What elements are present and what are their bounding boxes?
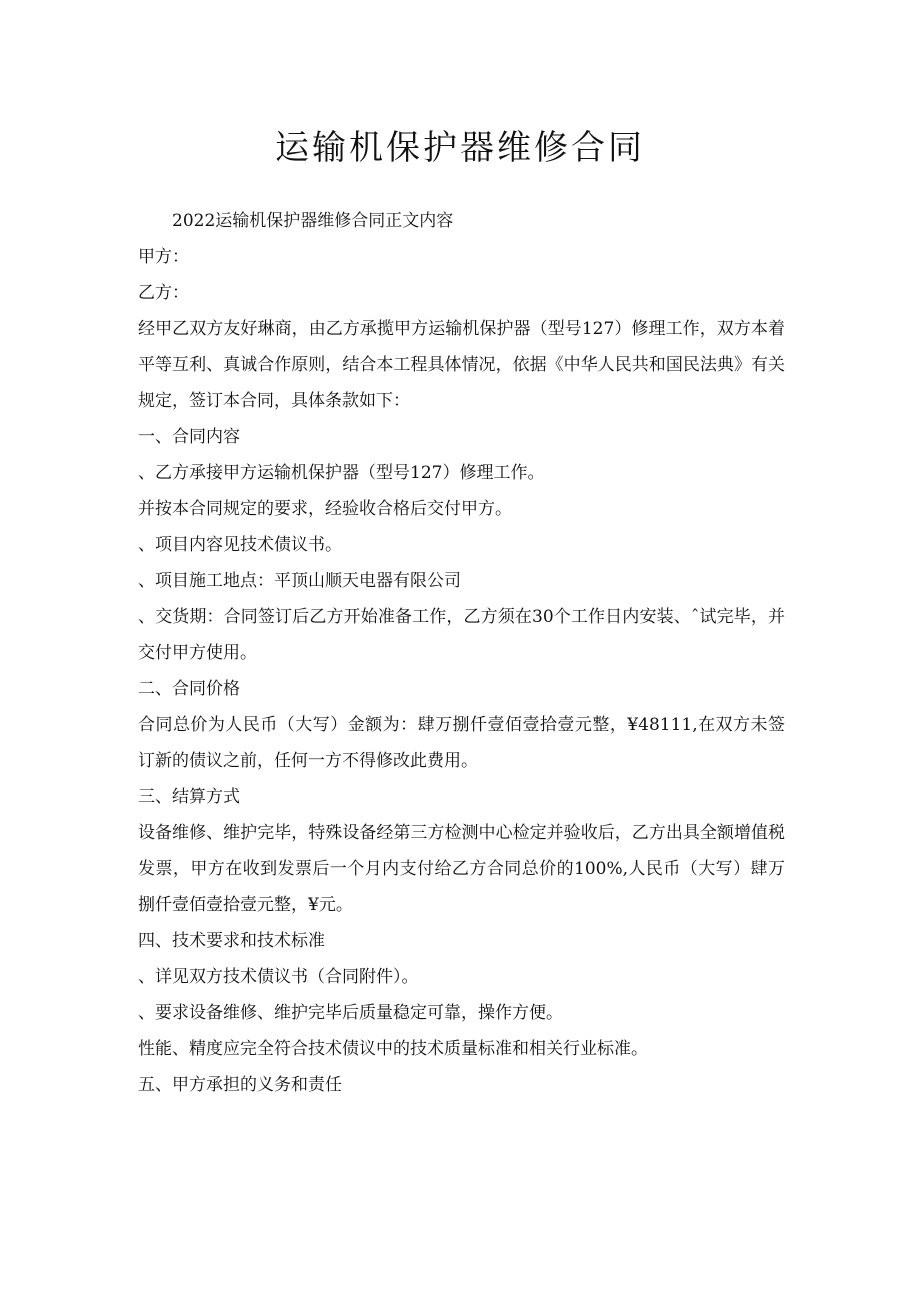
document-subtitle: 2022运输机保护器维修合同正文内容: [172, 211, 454, 231]
section-heading-contract-price: 二、合同价格: [138, 679, 240, 699]
section-heading-party-a-obligations: 五、甲方承担的义务和责任: [138, 1075, 342, 1095]
section-heading-settlement: 三、结算方式: [138, 787, 240, 807]
clause-repair-work: 、乙方承接甲方运输机保护器（型号127）修理工作。: [138, 463, 545, 483]
party-a-label: 甲方：: [138, 247, 189, 267]
clause-delivery-period: 、交货期：合同签订后乙方开始准备工作，乙方须在30个工作日内安装、ˆ试完毕，并交付甲方使用。: [138, 607, 785, 663]
clause-quality-requirement: 、要求设备维修、维护完毕后质量稳定可靠，操作方便。: [138, 1003, 563, 1023]
clause-work-location: 、项目施工地点：平顶山顺天电器有限公司: [138, 571, 461, 591]
clause-settlement-method: 设备维修、维护完毕，特殊设备经第三方检测中心检定并验收后，乙方出具全额增值税发票，甲方在收到发票后一个月内支付给乙方合同总价的100%,人民币（大写）肆万捌仟壹佰壹拾壹元整，¥元。: [138, 823, 785, 915]
section-heading-technical-requirements: 四、技术要求和技术标准: [138, 931, 325, 951]
clause-project-content: 、项目内容见技术债议书。: [138, 535, 342, 555]
clause-technical-agreement: 、详见双方技术债议书（合同附件）。: [138, 967, 419, 987]
document-title: 运输机保护器维修合同: [275, 128, 645, 168]
intro-paragraph: 经甲乙双方友好琳商，由乙方承揽甲方运输机保护器（型号127）修理工作，双方本着平等互利、真诚合作原则，结合本工程具体情况，依据《中华人民共和国民法典》有关规定，签订本合同，具体条款如下：: [138, 319, 785, 411]
section-heading-contract-content: 一、合同内容: [138, 427, 240, 447]
clause-total-price: 合同总价为人民币（大写）金额为：肆万捌仟壹佰壹拾壹元整，¥48111,在双方未签订新的债议之前，任何一方不得修改此费用。: [138, 715, 785, 771]
document-body: [138, 203, 785, 1103]
clause-repair-work-continued: 并按本合同规定的要求，经验收合格后交付甲方。: [138, 499, 512, 519]
clause-performance-standard: 性能、精度应完全符合技术债议中的技术质量标准和相关行业标准。: [138, 1039, 648, 1059]
party-b-label: 乙方：: [138, 283, 189, 303]
